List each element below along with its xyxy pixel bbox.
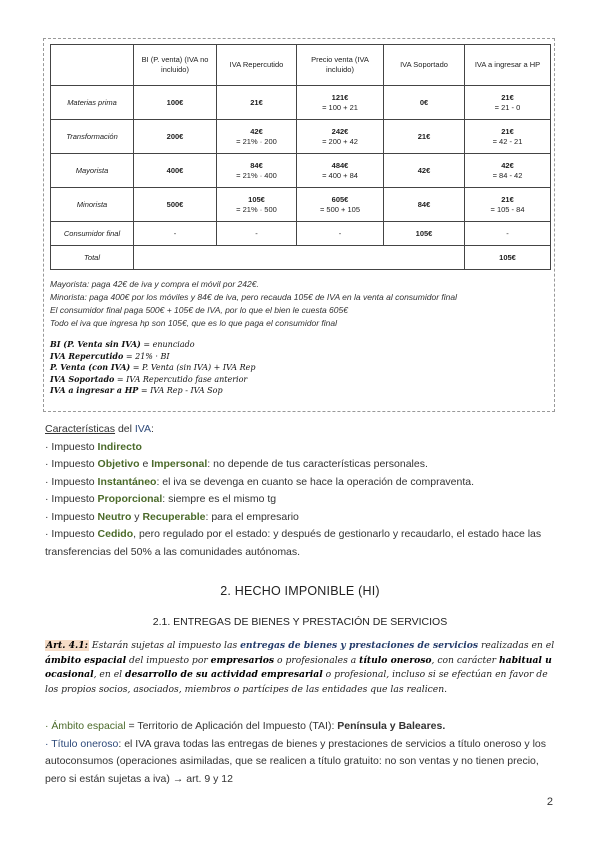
item-keyword: Ámbito espacial bbox=[51, 720, 126, 732]
list-item bbox=[45, 439, 565, 457]
cell-hp: - bbox=[465, 222, 551, 246]
definition-value: = 21% · BI bbox=[123, 351, 170, 361]
item-text: , pero regulado por el estado: y después de gestionarlo y recaudarlo, el estado hace las transferencias del 50% a las comunidades autónomas. bbox=[45, 528, 542, 558]
cell-hp bbox=[465, 86, 551, 120]
definition-term: BI (P. Venta sin IVA) bbox=[50, 339, 141, 349]
subsection-title: 2.1. ENTREGAS DE BIENES Y PRESTACIÓN DE SERVICIOS bbox=[152, 616, 448, 628]
table-row bbox=[51, 188, 551, 222]
cell-rep-formula: = 21% · 400 bbox=[236, 170, 277, 180]
table-header-row bbox=[51, 45, 551, 86]
cell-pv: - bbox=[297, 222, 384, 246]
item-text: : no depende de tus características personales. bbox=[207, 458, 428, 470]
cell-rep-value: 21€ bbox=[250, 97, 263, 107]
article-bold: título oneroso bbox=[359, 654, 432, 666]
item-keyword: Indirecto bbox=[97, 440, 142, 453]
example-notes bbox=[50, 278, 550, 330]
article-bold: desarrollo de su actividad empresarial bbox=[125, 669, 323, 680]
definition-line bbox=[50, 351, 550, 363]
cell-sop: 105€ bbox=[384, 222, 465, 246]
cell-hp-value: 21€ bbox=[501, 92, 514, 102]
item-mid: y bbox=[131, 510, 143, 523]
cell-pv-value: 484€ bbox=[331, 160, 349, 170]
item-keyword: Objetivo bbox=[97, 458, 140, 470]
cell-rep bbox=[217, 86, 297, 120]
table-row bbox=[51, 120, 551, 154]
note-line: Todo el iva que ingresa hp son 105€, que es lo que paga el consumidor final bbox=[50, 318, 337, 328]
item-mid: e bbox=[139, 458, 152, 470]
cell-rep-value: 105€ bbox=[248, 194, 265, 204]
article-text: o profesionales a bbox=[274, 654, 360, 666]
item-text: : siempre es el mismo tg bbox=[162, 493, 277, 505]
header-bi: BI (P. venta) (IVA no incluido) bbox=[134, 45, 217, 86]
scope-notes bbox=[45, 718, 560, 788]
cell-pv bbox=[297, 154, 384, 188]
article-text: , en el bbox=[93, 669, 126, 680]
definition-value: = P. Venta (sin IVA) + IVA Rep bbox=[130, 363, 256, 372]
row-label: Transformación bbox=[51, 120, 134, 154]
definition-value: = IVA Repercutido fase anterior bbox=[114, 374, 248, 384]
cell-rep-formula: = 21% · 200 bbox=[236, 136, 277, 146]
row-label: Minorista bbox=[51, 188, 134, 222]
consumer-row bbox=[51, 222, 551, 246]
item-prefix: · Impuesto bbox=[45, 440, 98, 453]
heading-iva: IVA bbox=[134, 423, 152, 435]
article-bold: ámbito espacial bbox=[45, 654, 127, 666]
header-precio-venta: Precio venta (IVA incluido) bbox=[297, 45, 384, 86]
note-line: Minorista: paga 400€ por los móviles y 84€ de iva, pero recauda 105€ de IVA en la venta al consumidor final bbox=[50, 292, 457, 302]
cell-rep-value: 84€ bbox=[250, 160, 263, 170]
cell-sop: 0€ bbox=[384, 86, 465, 120]
section-title: 2. HECHO IMPONIBLE (HI) bbox=[220, 584, 380, 598]
cell-rep-value: 42€ bbox=[250, 126, 263, 136]
cell-hp-value: 21€ bbox=[501, 194, 514, 204]
note-line: Mayorista: paga 42€ de iva y compra el móvil por 242€. bbox=[50, 279, 259, 289]
article-text: realizadas en el bbox=[478, 640, 555, 651]
total-empty bbox=[134, 246, 465, 270]
article-highlight: entregas de bienes y prestaciones de servicios bbox=[240, 640, 479, 651]
item-prefix: · Impuesto bbox=[45, 528, 98, 540]
item-text: = Territorio de Aplicación del Impuesto (TAI): bbox=[125, 720, 338, 732]
cell-pv-formula: = 100 + 21 bbox=[322, 102, 358, 112]
cell-bi: 400€ bbox=[134, 154, 217, 188]
item-keyword: Recuperable bbox=[142, 510, 206, 523]
item-text: : el IVA grava todas las entregas de bienes y prestaciones de servicios a título oneroso y los autoconsumos (operaciones asimiladas, que se realicen a título gratuito: no son ventas y no tienen precio, pero si están sujetas a iva) → art. 9 y 12 bbox=[45, 737, 546, 785]
item-keyword: Proporcional bbox=[97, 493, 163, 505]
formula-definitions bbox=[50, 339, 550, 397]
iva-characteristics bbox=[45, 421, 565, 561]
cell-hp-formula: = 84 - 42 bbox=[492, 170, 523, 180]
list-item bbox=[45, 526, 565, 561]
item-text: : el iva se devenga en cuanto se hace la operación de compraventa. bbox=[156, 475, 475, 488]
item-keyword: Cedido bbox=[97, 528, 134, 540]
cell-rep bbox=[217, 154, 297, 188]
row-label: Mayorista bbox=[51, 154, 134, 188]
definition-line bbox=[50, 374, 550, 386]
row-label: Consumidor final bbox=[51, 222, 134, 246]
cell-sop: 84€ bbox=[384, 188, 465, 222]
characteristics-heading bbox=[45, 421, 565, 439]
header-iva-soportado: IVA Soportado bbox=[384, 45, 465, 86]
heading-text: Características bbox=[45, 423, 116, 435]
cell-pv bbox=[297, 86, 384, 120]
cell-sop: 42€ bbox=[384, 154, 465, 188]
row-label: Total bbox=[51, 246, 134, 270]
item-prefix: · Impuesto bbox=[45, 510, 98, 523]
cell-pv-value: 242€ bbox=[331, 126, 349, 136]
cell-rep: - bbox=[217, 222, 297, 246]
heading-end: : bbox=[151, 423, 154, 435]
definition-value: = enunciado bbox=[140, 340, 195, 349]
cell-pv bbox=[297, 188, 384, 222]
cell-pv-formula: = 400 + 84 bbox=[322, 170, 358, 180]
list-item bbox=[45, 456, 565, 474]
list-item bbox=[45, 509, 565, 527]
cell-bi: - bbox=[134, 222, 217, 246]
article-bold: empresarios bbox=[210, 654, 275, 666]
cell-pv bbox=[297, 120, 384, 154]
definition-term: IVA Soportado bbox=[50, 373, 115, 384]
definition-term: IVA a ingresar a HP bbox=[50, 385, 139, 395]
definition-line bbox=[50, 385, 550, 397]
cell-hp bbox=[465, 120, 551, 154]
cell-pv-value: 121€ bbox=[331, 92, 349, 102]
note-line: El consumidor final paga 500€ + 105€ de IVA, por lo que el bien le cuesta 605€ bbox=[50, 305, 348, 315]
item-keyword: Neutro bbox=[97, 510, 132, 523]
cell-bi: 100€ bbox=[134, 86, 217, 120]
cell-hp bbox=[465, 154, 551, 188]
bullet: · bbox=[45, 720, 52, 732]
total-value: 105€ bbox=[465, 246, 551, 270]
article-text: del impuesto por bbox=[126, 654, 211, 666]
page-number: 2 bbox=[546, 796, 553, 808]
definition-line bbox=[50, 362, 550, 374]
cell-hp-formula: = 21 - 0 bbox=[494, 102, 521, 112]
header-empty bbox=[51, 45, 134, 86]
list-item bbox=[45, 736, 560, 789]
item-prefix: · Impuesto bbox=[45, 493, 98, 505]
item-prefix: · Impuesto bbox=[45, 475, 98, 488]
list-item bbox=[45, 491, 565, 509]
cell-bi: 500€ bbox=[134, 188, 217, 222]
cell-hp bbox=[465, 188, 551, 222]
article-text: o profesional, incluso si se efectúan en favor de los propios socios, asociados, miembros o partícipes de las entidades que las realicen. bbox=[45, 669, 548, 695]
item-keyword: Título oneroso bbox=[51, 737, 119, 750]
item-bold: Península y Baleares. bbox=[337, 720, 446, 732]
cell-hp-formula: = 105 - 84 bbox=[490, 204, 525, 214]
article-quote bbox=[45, 639, 555, 697]
header-iva-hp: IVA a ingresar a HP bbox=[465, 45, 551, 86]
definition-term: IVA Repercutido bbox=[50, 350, 124, 361]
iva-table bbox=[50, 44, 551, 270]
item-keyword: Instantáneo bbox=[97, 475, 157, 488]
table-row bbox=[51, 86, 551, 120]
total-row bbox=[51, 246, 551, 270]
cell-rep-formula: = 21% · 500 bbox=[236, 204, 277, 214]
item-keyword: Impersonal bbox=[151, 458, 208, 470]
article-bold: habitual u ocasional bbox=[45, 654, 552, 680]
cell-sop: 21€ bbox=[384, 120, 465, 154]
row-label: Materias prima bbox=[51, 86, 134, 120]
cell-rep bbox=[217, 188, 297, 222]
bullet: · bbox=[45, 737, 52, 750]
table-row bbox=[51, 154, 551, 188]
definition-value: = IVA Rep - IVA Sop bbox=[138, 386, 223, 395]
definition-term: P. Venta (con IVA) bbox=[50, 362, 131, 372]
cell-hp-formula: = 42 - 21 bbox=[492, 136, 523, 146]
article-text: , con carácter bbox=[431, 654, 499, 666]
cell-pv-formula: = 500 + 105 bbox=[319, 204, 361, 214]
list-item bbox=[45, 718, 560, 736]
article-tag: Art. 4.1: bbox=[46, 640, 88, 651]
article-text: Estarán sujetas al impuesto las bbox=[89, 640, 241, 651]
cell-pv-formula: = 200 + 42 bbox=[322, 136, 358, 146]
header-iva-repercutido: IVA Repercutido bbox=[217, 45, 297, 86]
cell-pv-value: 605€ bbox=[331, 194, 349, 204]
item-text: : para el empresario bbox=[205, 510, 299, 523]
cell-hp-value: 21€ bbox=[501, 126, 514, 136]
item-prefix: · Impuesto bbox=[45, 458, 98, 470]
cell-rep bbox=[217, 120, 297, 154]
cell-hp-value: 42€ bbox=[501, 160, 514, 170]
cell-bi: 200€ bbox=[134, 120, 217, 154]
heading-mid: del bbox=[115, 423, 135, 435]
list-item bbox=[45, 474, 565, 492]
definition-line bbox=[50, 339, 550, 351]
